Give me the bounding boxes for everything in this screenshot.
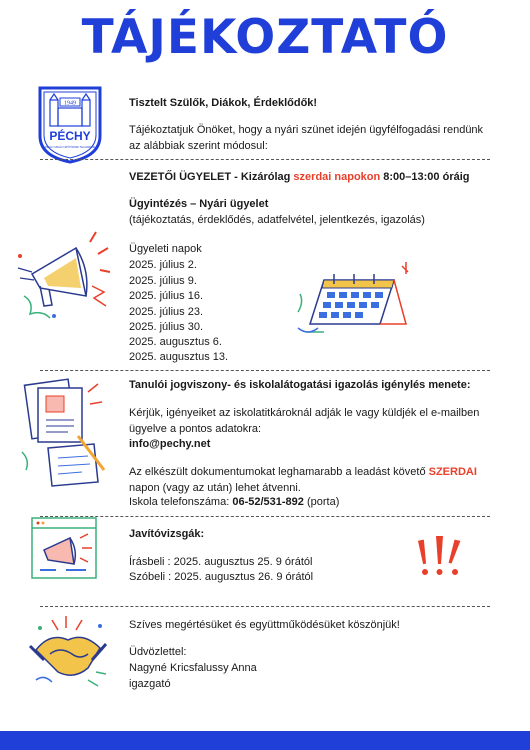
logo-name: PÉCHY <box>49 129 91 143</box>
exam-written: Írásbeli : 2025. augusztus 25. 9 órától <box>129 556 313 568</box>
duty-date: 2025. augusztus 13. <box>129 351 229 363</box>
email-link[interactable]: info@pechy.net <box>129 438 211 450</box>
footer-bar <box>0 731 530 750</box>
signer-name: Nagyné Kricsfalussy Anna <box>129 662 257 674</box>
exclamation-icon <box>412 534 466 584</box>
documents-icon <box>18 374 110 494</box>
admin-heading: Ügyintézés – Nyári ügyelet <box>129 198 269 210</box>
divider <box>40 606 490 607</box>
divider <box>40 159 490 160</box>
duty-date: 2025. július 16. <box>129 290 203 302</box>
divider <box>40 370 490 371</box>
regards-text: Üdvözlettel: <box>129 646 187 658</box>
exam-oral: Szóbeli : 2025. augusztus 26. 9 órától <box>129 571 314 583</box>
greeting: Tisztelt Szülők, Diákok, Érdeklődők! <box>129 97 318 109</box>
duty-date: 2025. július 2. <box>129 259 197 271</box>
duty-date: 2025. július 23. <box>129 306 203 318</box>
presentation-icon <box>26 514 104 588</box>
phone-line: Iskola telefonszáma: 06-52/531-892 (porta) <box>129 496 340 508</box>
certificate-heading: Tanulói jogviszony- és iskolalátogatási igazolás igénylés menete: <box>129 379 471 391</box>
logo-ring-text: PÉCHY MIHÁLY ÉPÍTŐIPARI TECHNIKUM <box>44 146 96 149</box>
duty-date: 2025. július 9. <box>129 275 197 287</box>
duty-days-label: Ügyeleti napok <box>129 243 202 255</box>
school-logo <box>36 84 104 164</box>
divider <box>40 516 490 517</box>
duty-date: 2025. július 30. <box>129 321 203 333</box>
intro-text: Tájékoztatjuk Önöket, hogy a nyári szünet idején ügyfélfogadási rendünk az alábbiak szerint módosul: <box>129 124 484 152</box>
page-title: TÁJÉKOZTATÓ <box>81 10 449 65</box>
management-line: VEZETŐI ÜGYELET - Kizárólag szerdai napokon 8:00–13:00 óráig <box>129 171 470 183</box>
handshake-icon <box>26 610 112 692</box>
logo-year: 1949 <box>64 100 76 107</box>
megaphone-icon <box>14 226 112 326</box>
certificate-text: Kérjük, igényeiket az iskolatitkároknál adják le vagy küldjék el e-mailben ügyelve a pontos adatokra: <box>129 407 480 435</box>
pickup-text: Az elkészült dokumentumokat leghamarabb a leadást követő SZERDAI napon (vagy az után) lehet átvenni. <box>129 466 477 494</box>
duty-date: 2025. augusztus 6. <box>129 336 222 348</box>
exams-heading: Javítóvizsgák: <box>129 528 205 540</box>
signer-role: igazgató <box>129 678 171 690</box>
thanks-text: Szíves megértésüket és együttműködésüket köszönjük! <box>129 619 400 631</box>
admin-subtext: (tájékoztatás, érdeklődés, adatfelvétel, jelentkezés, igazolás) <box>129 214 425 226</box>
calendar-icon <box>294 262 412 340</box>
